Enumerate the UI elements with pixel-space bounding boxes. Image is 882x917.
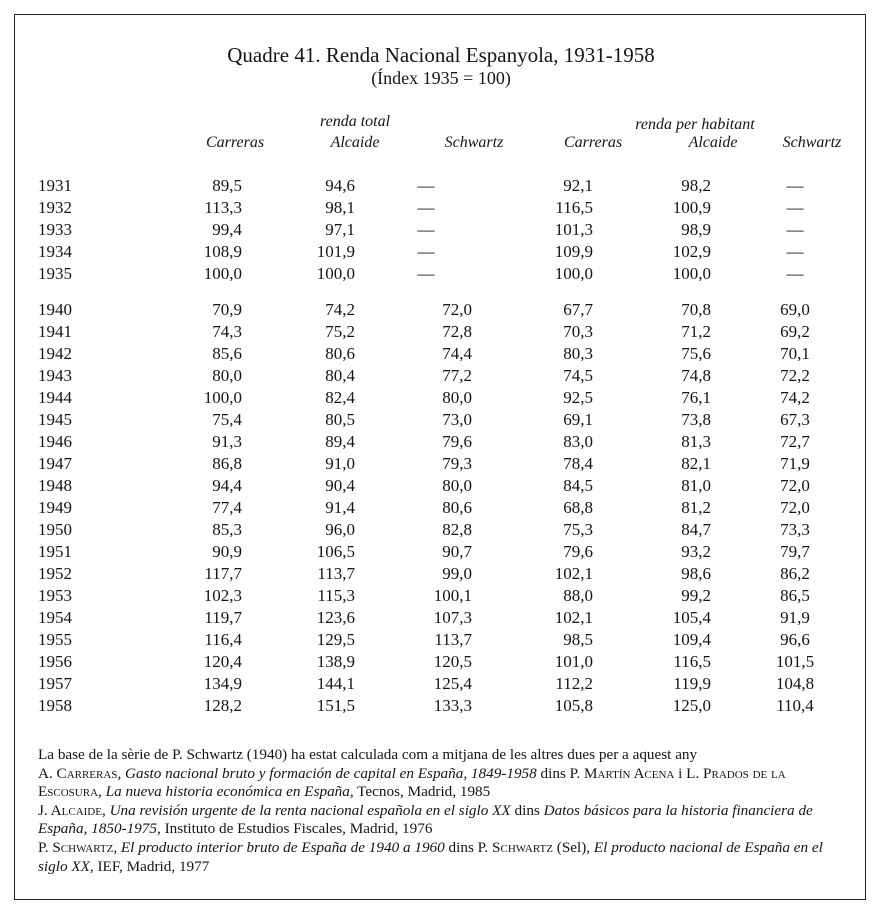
value-cell: 116,5 (673, 652, 711, 671)
value-cell: 125,4 (433, 674, 472, 693)
value-cell: 98,9 (681, 220, 711, 239)
value-cell: 89,5 (212, 176, 242, 195)
value-cell: 110,4 (776, 696, 814, 715)
year-cell: 1951 (38, 542, 72, 561)
value-cell: 116,5 (555, 198, 593, 217)
value-cell: 74,4 (442, 344, 472, 363)
table-row (0, 343, 855, 365)
value-cell: — (786, 198, 804, 217)
ref-title: Una revisión urgente de la renta nacional española en el siglo XX (109, 801, 511, 819)
value-cell: 98,1 (325, 198, 355, 217)
col-header-schwartz-total: Schwartz (444, 134, 504, 151)
table-row (0, 497, 855, 519)
value-cell: 69,2 (780, 322, 810, 341)
table-row (0, 263, 855, 285)
value-cell: 82,4 (325, 388, 355, 407)
year-cell: 1942 (38, 344, 72, 363)
value-cell: 109,4 (672, 630, 711, 649)
value-cell: 91,0 (325, 454, 355, 473)
value-cell: 93,2 (681, 542, 711, 561)
year-cell: 1955 (38, 630, 72, 649)
year-cell: 1943 (38, 366, 72, 385)
col-header-carreras-total: Carreras (205, 134, 265, 151)
table-row (0, 629, 855, 651)
value-cell: 101,3 (554, 220, 593, 239)
value-cell: 98,2 (681, 176, 711, 195)
value-cell: 107,3 (433, 608, 472, 627)
value-cell: 98,6 (681, 564, 711, 583)
value-cell: 85,3 (212, 520, 242, 539)
row-spacer (0, 285, 855, 299)
year-cell: 1935 (38, 264, 72, 283)
value-cell: 74,2 (325, 300, 355, 319)
value-cell: 71,2 (681, 322, 711, 341)
value-cell: 77,4 (212, 498, 242, 517)
ref-book: El producto nacional de España en el siglo XX (38, 838, 823, 875)
value-cell: 101,5 (775, 652, 815, 671)
value-cell: 83,0 (563, 432, 593, 451)
value-cell: 151,5 (316, 696, 355, 715)
ref-title: El producto interior bruto de España de 1940 a 1960 (120, 838, 445, 856)
table-row (0, 541, 855, 563)
table-row (0, 585, 855, 607)
table-row (0, 175, 855, 197)
value-cell: 113,7 (317, 564, 355, 583)
year-cell: 1946 (38, 432, 72, 451)
value-cell: — (417, 220, 435, 239)
value-cell: 106,5 (316, 542, 355, 561)
value-cell: 84,7 (681, 520, 711, 539)
table-row (0, 241, 855, 263)
value-cell: 80,5 (325, 410, 355, 429)
year-cell: 1949 (38, 498, 72, 517)
value-cell: 86,8 (212, 454, 242, 473)
value-cell: 144,1 (316, 674, 355, 693)
value-cell: 75,6 (681, 344, 711, 363)
value-cell: 72,0 (780, 498, 810, 517)
value-cell: 133,3 (433, 696, 472, 715)
group-header-total: renda total (319, 113, 391, 130)
table-body (0, 175, 855, 717)
table-row (0, 409, 855, 431)
value-cell: 73,8 (681, 410, 711, 429)
value-cell: 90,9 (212, 542, 242, 561)
value-cell: 138,9 (316, 652, 355, 671)
table-row (0, 365, 855, 387)
value-cell: 91,3 (212, 432, 242, 451)
col-header-alcaide-total: Alcaide (330, 134, 380, 151)
value-cell: 82,1 (681, 454, 711, 473)
value-cell: 125,0 (672, 696, 711, 715)
reference-alcaide: J. Alcaide, Una revisión urgente de la renta nacional española en el siglo XX dins Datos básicos para la historia financiera de España, 1850-1975, Instituto de Estudios Fiscales, Madrid, 1976 (38, 801, 813, 838)
table-row (0, 673, 855, 695)
value-cell: 74,3 (212, 322, 242, 341)
value-cell: 80,3 (563, 344, 593, 363)
value-cell: 82,8 (442, 520, 472, 539)
value-cell: 119,7 (204, 608, 242, 627)
value-cell: 73,0 (442, 410, 472, 429)
value-cell: 100,9 (672, 198, 711, 217)
value-cell: 90,4 (325, 476, 355, 495)
col-header-schwartz-per-capita: Schwartz (782, 134, 842, 151)
note-base: La base de la sèrie de P. Schwartz (1940) ha estat calculada com a mitjana de les altres dues per a aquest any (38, 746, 698, 763)
value-cell: 109,9 (554, 242, 593, 261)
ref-book: Datos básicos para la historia financiera de España, 1850-1975 (38, 801, 813, 838)
notes (38, 746, 853, 876)
value-cell: 94,4 (212, 476, 242, 495)
year-cell: 1950 (38, 520, 72, 539)
value-cell: — (786, 264, 804, 283)
value-cell: — (786, 176, 804, 195)
value-cell: 108,9 (203, 242, 242, 261)
value-cell: 89,4 (325, 432, 355, 451)
table-row (0, 695, 855, 717)
value-cell: 84,5 (563, 476, 593, 495)
table-row (0, 431, 855, 453)
value-cell: 81,0 (681, 476, 711, 495)
table-row (0, 607, 855, 629)
value-cell: 70,1 (780, 344, 810, 363)
value-cell: 96,0 (325, 520, 355, 539)
value-cell: 120,5 (433, 652, 472, 671)
value-cell: 99,0 (442, 564, 472, 583)
year-cell: 1944 (38, 388, 72, 407)
value-cell: 80,0 (442, 476, 472, 495)
group-header-per-capita: renda per habitant (635, 116, 755, 133)
value-cell: 81,3 (681, 432, 711, 451)
value-cell: 70,9 (212, 300, 242, 319)
table-row (0, 219, 855, 241)
year-cell: 1953 (38, 586, 72, 605)
year-cell: 1940 (38, 300, 72, 319)
value-cell: 94,6 (325, 176, 355, 195)
ref-title: Gasto nacional bruto y formación de capital en España, 1849-1958 (125, 764, 537, 782)
value-cell: 96,6 (780, 630, 810, 649)
year-cell: 1958 (38, 696, 72, 715)
value-cell: 71,9 (780, 454, 810, 473)
value-cell: 102,1 (554, 608, 593, 627)
value-cell: 75,2 (325, 322, 355, 341)
value-cell: 105,8 (554, 696, 593, 715)
value-cell: 72,7 (780, 432, 810, 451)
value-cell: 80,4 (325, 366, 355, 385)
value-cell: 120,4 (203, 652, 242, 671)
value-cell: 91,9 (780, 608, 810, 627)
value-cell: 72,2 (780, 366, 810, 385)
value-cell: 80,0 (442, 388, 472, 407)
value-cell: 72,0 (442, 300, 472, 319)
value-cell: 92,1 (563, 176, 593, 195)
value-cell: 99,4 (212, 220, 242, 239)
value-cell: 78,4 (563, 454, 593, 473)
value-cell: 70,8 (681, 300, 711, 319)
value-cell: 112,2 (555, 674, 593, 693)
table-row (0, 321, 855, 343)
value-cell: 100,0 (203, 264, 242, 283)
table-row (0, 475, 855, 497)
value-cell: 74,5 (563, 366, 593, 385)
value-cell: 100,0 (316, 264, 355, 283)
value-cell: 99,2 (681, 586, 711, 605)
col-header-carreras-per-capita: Carreras (563, 134, 623, 151)
value-cell: 100,0 (554, 264, 593, 283)
value-cell: 102,1 (554, 564, 593, 583)
year-cell: 1933 (38, 220, 72, 239)
value-cell: 68,8 (563, 498, 593, 517)
value-cell: 70,3 (563, 322, 593, 341)
value-cell: 75,4 (212, 410, 242, 429)
ref-author: A. Carreras (38, 764, 118, 782)
year-cell: 1931 (38, 176, 72, 195)
value-cell: 92,5 (563, 388, 593, 407)
year-cell: 1956 (38, 652, 72, 671)
value-cell: 102,9 (672, 242, 711, 261)
table-row (0, 563, 855, 585)
value-cell: 80,6 (442, 498, 472, 517)
table-row (0, 387, 855, 409)
col-header-alcaide-per-capita: Alcaide (688, 134, 738, 151)
value-cell: 79,3 (442, 454, 472, 473)
value-cell: 74,8 (681, 366, 711, 385)
value-cell: 128,2 (203, 696, 242, 715)
year-cell: 1947 (38, 454, 72, 473)
value-cell: 91,4 (325, 498, 355, 517)
table-subtitle: (Índex 1935 = 100) (371, 68, 511, 88)
ref-author: J. Alcaide (38, 801, 102, 819)
value-cell: 97,1 (325, 220, 355, 239)
value-cell: 113,3 (204, 198, 242, 217)
value-cell: 85,6 (212, 344, 242, 363)
value-cell: 79,7 (780, 542, 810, 561)
value-cell: — (786, 242, 804, 261)
value-cell: 79,6 (442, 432, 472, 451)
value-cell: 72,0 (780, 476, 810, 495)
table-row (0, 519, 855, 541)
value-cell: 117,7 (204, 564, 242, 583)
value-cell: — (417, 264, 435, 283)
value-cell: 123,6 (316, 608, 355, 627)
table-title: Quadre 41. Renda Nacional Espanyola, 1931-1958 (227, 43, 655, 67)
year-cell: 1932 (38, 198, 72, 217)
value-cell: 69,0 (780, 300, 810, 319)
value-cell: 134,9 (203, 674, 242, 693)
value-cell: — (417, 198, 435, 217)
income-table (0, 175, 855, 717)
value-cell: 98,5 (563, 630, 593, 649)
value-cell: 81,2 (681, 498, 711, 517)
table-row (0, 299, 855, 321)
table-row (0, 197, 855, 219)
year-cell: 1941 (38, 322, 72, 341)
value-cell: 67,7 (563, 300, 593, 319)
year-cell: 1948 (38, 476, 72, 495)
value-cell: 129,5 (316, 630, 355, 649)
ref-author: P. Schwartz (38, 838, 114, 856)
year-cell: 1957 (38, 674, 72, 693)
reference-schwartz: P. Schwartz, El producto interior bruto de España de 1940 a 1960 dins P. Schwartz (Sel), El producto nacional de España en el siglo XX, IEF, Madrid, 1977 (38, 838, 823, 875)
value-cell: — (417, 242, 435, 261)
value-cell: 105,4 (672, 608, 711, 627)
value-cell: 80,0 (212, 366, 242, 385)
table-row (0, 453, 855, 475)
value-cell: 113,7 (434, 630, 472, 649)
value-cell: 73,3 (780, 520, 810, 539)
value-cell: 116,4 (204, 630, 242, 649)
reference-carreras: A. Carreras, Gasto nacional bruto y formación de capital en España, 1849-1958 dins P. Martín Acena i L. Prados de la Escosura, La nueva historia económica en España, Tecnos, Madrid, 1985 (38, 764, 786, 801)
value-cell: 88,0 (563, 586, 593, 605)
value-cell: 76,1 (681, 388, 711, 407)
value-cell: 101,9 (316, 242, 355, 261)
value-cell: — (786, 220, 804, 239)
table-row (0, 651, 855, 673)
value-cell: 104,8 (775, 674, 815, 693)
value-cell: 75,3 (563, 520, 593, 539)
value-cell: 90,7 (442, 542, 472, 561)
value-cell: 79,6 (563, 542, 593, 561)
year-cell: 1952 (38, 564, 72, 583)
value-cell: 77,2 (442, 366, 472, 385)
value-cell: 101,0 (554, 652, 593, 671)
year-cell: 1954 (38, 608, 72, 627)
value-cell: 80,6 (325, 344, 355, 363)
value-cell: 67,3 (780, 410, 810, 429)
value-cell: 100,0 (672, 264, 711, 283)
value-cell: 119,9 (673, 674, 711, 693)
value-cell: 100,0 (203, 388, 242, 407)
year-cell: 1934 (38, 242, 72, 261)
value-cell: 74,2 (780, 388, 810, 407)
value-cell: 86,5 (780, 586, 810, 605)
value-cell: 86,2 (780, 564, 810, 583)
value-cell: 72,8 (442, 322, 472, 341)
value-cell: 115,3 (317, 586, 355, 605)
ref-book: La nueva historia económica en España (105, 783, 350, 801)
value-cell: — (417, 176, 435, 195)
year-cell: 1945 (38, 410, 72, 429)
value-cell: 102,3 (203, 586, 242, 605)
value-cell: 69,1 (563, 410, 593, 429)
value-cell: 100,1 (433, 586, 472, 605)
